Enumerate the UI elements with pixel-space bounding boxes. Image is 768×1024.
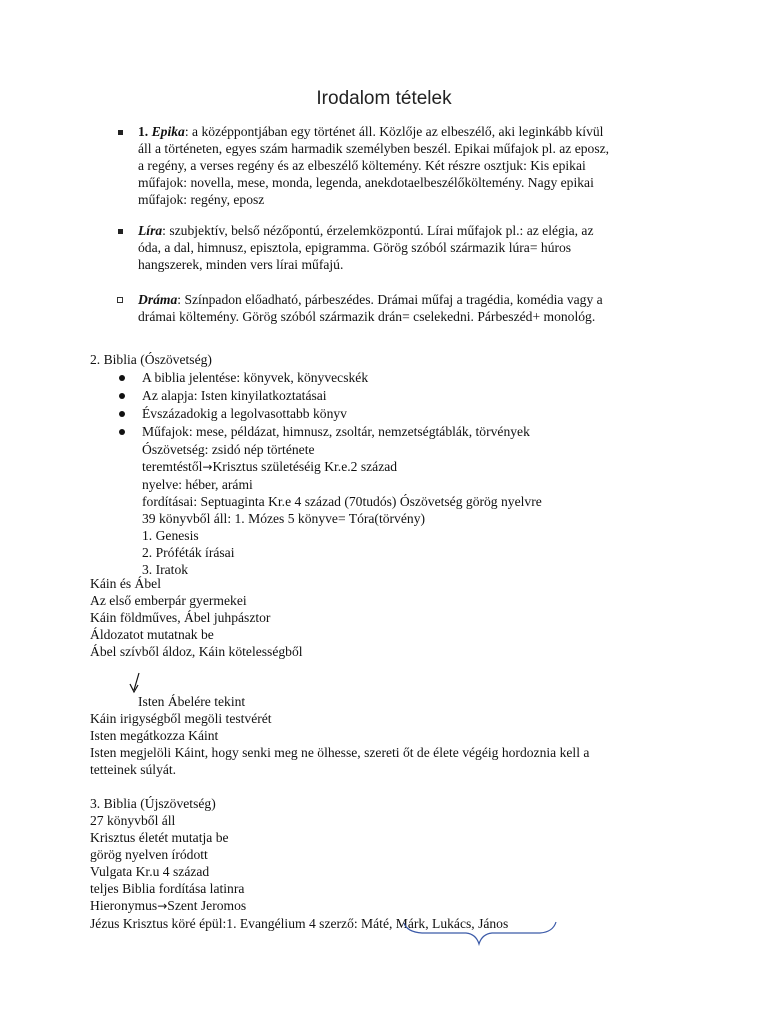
section3-text: Szent Jeromos: [167, 898, 247, 913]
epika-line: áll a történeten, egyes szám harmadik személyben beszél. Epikai műfajok pl. az eposz,: [138, 141, 610, 156]
kain-line: Az első emberpár gyermekei: [90, 593, 247, 608]
section3-line: 27 könyvből áll: [90, 813, 176, 828]
down-arrow-icon: [130, 673, 139, 692]
epika-line: műfajok: regény, eposz: [138, 192, 265, 207]
section3-line: görög nyelven íródott: [90, 847, 208, 862]
kain-line: Ábel szívből áldoz, Káin kötelességből: [90, 644, 303, 659]
section3-line: Vulgata Kr.u 4 század: [90, 864, 210, 879]
epika-number: 1.: [138, 124, 149, 139]
detail-line: 39 könyvből áll: 1. Mózes 5 könyve= Tóra(törvény): [142, 511, 426, 526]
section3-heading: 3. Biblia (Újszövetség): [90, 796, 216, 811]
section3-line: teljes Biblia fordítása latinra: [90, 881, 245, 896]
kain-line: Isten megátkozza Káint: [90, 728, 219, 743]
epika-line: : a középpontjában egy történet áll. Közlője az elbeszélő, aki leginkább kívül: [184, 124, 604, 139]
page-title: Irodalom tételek: [316, 88, 452, 109]
drama-line: drámai költemény. Görög szóból származik drán= cselekedni. Párbeszéd+ monológ.: [138, 309, 596, 324]
arrow-right-icon: →: [202, 460, 213, 474]
drama-term: Dráma: [138, 292, 178, 307]
section2-bullet: Az alapja: Isten kinyilatkoztatásai: [142, 388, 327, 403]
section3-line: Jézus Krisztus köré épül:1. Evangélium 4 szerző: Máté, Márk, Lukács, János: [90, 916, 509, 931]
curly-brace-icon: [404, 922, 556, 944]
kain-line: tetteinek súlyát.: [90, 762, 177, 777]
lira-line: hangszerek, minden vers lírai műfajú.: [138, 257, 344, 272]
epika-line: műfajok: novella, mese, monda, legenda, anekdotaelbeszélőköltemény. Nagy epikai: [138, 175, 594, 190]
epika-line: a regény, a verses regény és az elbeszélő költemény. Két részre osztjuk: Kis epikai: [138, 158, 586, 173]
section2-heading: 2. Biblia (Ószövetség): [90, 352, 212, 367]
list-item: 1. Genesis: [142, 528, 199, 543]
epika-term: Epika: [151, 124, 185, 139]
detail-line: Ószövetség: zsidó nép története: [142, 442, 315, 457]
arrow-right-icon: →: [157, 899, 168, 913]
lira-line: óda, a dal, himnusz, episztola, epigramma. Görög szóból származik lúra= húros: [138, 240, 572, 255]
list-item: 3. Iratok: [142, 562, 189, 577]
kain-line: Káin és Ábel: [90, 576, 161, 591]
section2-bullet: Műfajok: mese, példázat, himnusz, zsoltár, nemzetségtáblák, törvények: [142, 424, 530, 439]
kain-line: Isten megjelöli Káint, hogy senki meg ne ölhesse, szereti őt de élete végéig hordoznia kell a: [90, 745, 590, 760]
lira-term: Líra: [138, 223, 163, 238]
section2-bullet: A biblia jelentése: könyvek, könyvecskék: [142, 370, 369, 385]
detail-text: teremtéstől: [142, 459, 203, 474]
drama-line: : Színpadon előadható, párbeszédes. Drámai műfaj a tragédia, komédia vagy a: [177, 292, 603, 307]
section3-text: Hieronymus: [90, 898, 158, 913]
lira-line: : szubjektív, belső nézőpontú, érzelemközpontú. Lírai műfajok pl.: az elégia, az: [162, 223, 594, 238]
detail-line: fordításai: Septuaginta Kr.e 4 század (70tudós) Ószövetség görög nyelvre: [142, 494, 542, 509]
detail-line: nyelve: héber, arámi: [142, 477, 253, 492]
kain-line: Áldozatot mutatnak be: [90, 627, 214, 642]
list-item: 2. Próféták írásai: [142, 545, 235, 560]
section2-bullet: Évszázadokig a legolvasottabb könyv: [142, 406, 347, 421]
kain-line: Káin földműves, Ábel juhpásztor: [90, 610, 271, 625]
detail-text: Krisztus születéséig Kr.e.2 század: [212, 459, 398, 474]
section3-line: Krisztus életét mutatja be: [90, 830, 229, 845]
kain-indented-line: Isten Ábelére tekint: [138, 694, 246, 709]
kain-line: Káin irigységből megöli testvérét: [90, 711, 272, 726]
